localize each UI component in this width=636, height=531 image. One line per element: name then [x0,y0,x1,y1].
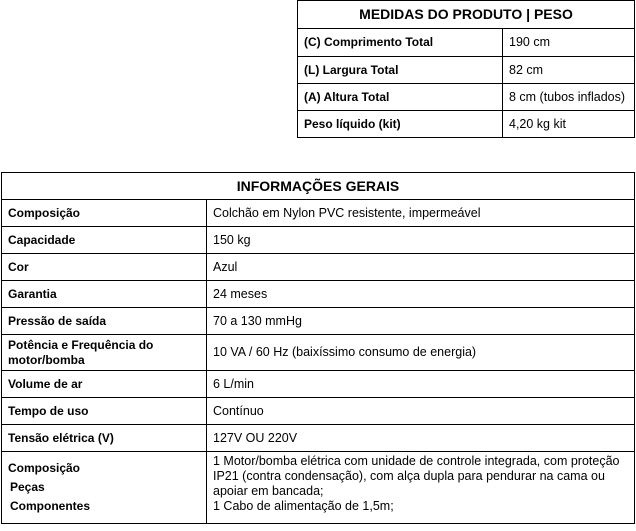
measurements-title: MEDIDAS DO PRODUTO | PESO [298,1,635,29]
info-label: Tensão elétrica (V) [2,425,207,452]
components-value-line: 1 Motor/bomba elétrica com unidade de controle integrada, com proteção IP21 (contra condensação), com alça dupla para pendurar na cama ou apoiar em bancada; [213,454,620,498]
product-measurements-table [297,0,635,138]
components-label-line: Composição [8,461,81,475]
components-value-line: 1 Cabo de alimentação de 1,5m; [213,499,394,513]
info-value: 24 meses [207,281,635,308]
info-label: Volume de ar [2,371,207,398]
info-value: Colchão em Nylon PVC resistente, impermeável [207,200,635,227]
measure-value: 190 cm [503,29,635,57]
info-label: Cor [2,254,207,281]
measure-label: Peso líquido (kit) [298,111,503,138]
measure-value: 4,20 kg kit [503,111,635,138]
info-value: 150 kg [207,227,635,254]
info-label: Pressão de saída [2,308,207,335]
measure-label: (L) Largura Total [298,57,503,84]
measure-value: 82 cm [503,57,635,84]
info-value: 70 a 130 mmHg [207,308,635,335]
info-value: Azul [207,254,635,281]
measure-label: (C) Comprimento Total [298,29,503,57]
measure-value: 8 cm (tubos inflados) [503,84,635,111]
info-label: Garantia [2,281,207,308]
info-label: Composição [2,200,207,227]
info-value: Contínuo [207,398,635,425]
general-info-table [1,172,635,524]
measure-label: (A) Altura Total [298,84,503,111]
info-label: Tempo de uso [2,398,207,425]
info-label: Potência e Frequência do motor/bomba [2,335,207,371]
components-label-line: Peças [10,480,45,494]
info-value: 6 L/min [207,371,635,398]
general-info-title: INFORMAÇÕES GERAIS [2,173,635,200]
components-value-cell [207,452,635,524]
info-label: Capacidade [2,227,207,254]
info-value: 127V OU 220V [207,425,635,452]
components-label-cell [2,452,207,524]
info-value: 10 VA / 60 Hz (baixíssimo consumo de energia) [207,335,635,371]
components-label-line: Componentes [10,499,91,513]
